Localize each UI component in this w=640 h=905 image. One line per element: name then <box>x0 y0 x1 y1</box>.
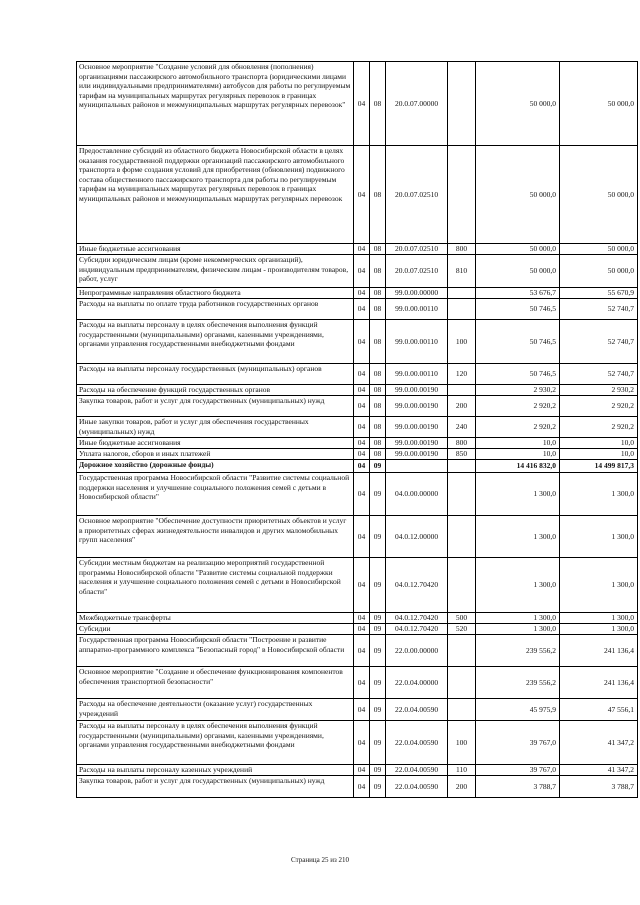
row-sum-year1: 53 676,7 <box>476 288 560 299</box>
row-csr <box>386 460 448 473</box>
row-sum-year2: 1 300,0 <box>560 473 638 516</box>
row-sum-year2: 10,0 <box>560 438 638 449</box>
row-csr: 99.0.00.00110 <box>386 320 448 364</box>
table-row <box>77 460 638 473</box>
row-rz: 04 <box>354 516 370 558</box>
row-sum-year2: 241 136,4 <box>560 635 638 667</box>
row-sum-year1: 39 767,0 <box>476 721 560 765</box>
row-rz: 04 <box>354 449 370 460</box>
row-pr: 08 <box>370 146 386 244</box>
row-vr: 800 <box>448 438 476 449</box>
row-name: Основное мероприятие "Создание условий для обновления (пополнения) организациями пассажирского автомобильного транспорта (юридическими лицами или индивидуальными предпринимателями) автобусов для работы по регулируемым тарифам на муниципальных маршрутах регулярных перевозок в границах муниципальных районов и межмуниципальных маршрутах регулярных перевозок" <box>77 62 354 146</box>
row-sum-year1: 50 000,0 <box>476 244 560 255</box>
row-pr: 09 <box>370 460 386 473</box>
row-name: Расходы на обеспечение деятельности (оказание услуг) государственных учреждений <box>77 699 354 721</box>
row-name: Основное мероприятие "Создание и обеспечение функционирования компонентов обеспечения транспортной безопасности" <box>77 667 354 699</box>
row-sum-year1: 1 300,0 <box>476 473 560 516</box>
budget-table-container <box>76 61 637 798</box>
row-sum-year1: 2 920,2 <box>476 396 560 417</box>
row-csr: 04.0.12.70420 <box>386 613 448 624</box>
row-vr: 120 <box>448 364 476 385</box>
row-name: Закупка товаров, работ и услуг для государственных (муниципальных) нужд <box>77 776 354 798</box>
row-name: Субсидии юридическим лицам (кроме некоммерческих организаций), индивидуальным предпринимателям, физическим лицам - производителям товаров, работ, услуг <box>77 255 354 288</box>
row-name: Субсидии местным бюджетам на реализацию мероприятий государственной программы Новосибирской области "Развитие системы социальной поддержки населения и улучшение социального положения семей с детьми в Новосибирской области" <box>77 558 354 613</box>
row-name: Закупка товаров, работ и услуг для государственных (муниципальных) нужд <box>77 396 354 417</box>
row-csr: 20.0.07.02510 <box>386 255 448 288</box>
row-sum-year1: 14 416 832,0 <box>476 460 560 473</box>
row-rz: 04 <box>354 776 370 798</box>
row-rz: 04 <box>354 385 370 396</box>
row-vr <box>448 558 476 613</box>
row-name: Межбюджетные трансферты <box>77 613 354 624</box>
row-sum-year2: 1 300,0 <box>560 558 638 613</box>
row-csr: 20.0.07.02510 <box>386 146 448 244</box>
row-name: Непрограммные направления областного бюджета <box>77 288 354 299</box>
row-rz: 04 <box>354 460 370 473</box>
row-sum-year2: 50 000,0 <box>560 146 638 244</box>
row-vr: 810 <box>448 255 476 288</box>
row-vr <box>448 635 476 667</box>
row-rz: 04 <box>354 558 370 613</box>
row-rz: 04 <box>354 299 370 320</box>
row-pr: 08 <box>370 396 386 417</box>
table-row <box>77 438 638 449</box>
row-vr: 850 <box>448 449 476 460</box>
row-csr: 22.0.04.00590 <box>386 699 448 721</box>
row-pr: 08 <box>370 438 386 449</box>
table-row <box>77 255 638 288</box>
row-vr: 200 <box>448 396 476 417</box>
row-pr: 08 <box>370 320 386 364</box>
row-pr: 08 <box>370 449 386 460</box>
row-name: Расходы на выплаты персоналу государственных (муниципальных) органов <box>77 364 354 385</box>
row-csr: 99.0.00.00110 <box>386 364 448 385</box>
row-sum-year2: 1 300,0 <box>560 613 638 624</box>
row-pr: 08 <box>370 255 386 288</box>
row-sum-year1: 10,0 <box>476 449 560 460</box>
table-row <box>77 516 638 558</box>
row-sum-year1: 50 000,0 <box>476 62 560 146</box>
row-rz: 04 <box>354 635 370 667</box>
row-csr: 22.0.00.00000 <box>386 635 448 667</box>
row-name: Иные бюджетные ассигнования <box>77 244 354 255</box>
row-pr: 09 <box>370 721 386 765</box>
row-sum-year1: 10,0 <box>476 438 560 449</box>
row-csr: 22.0.04.00590 <box>386 765 448 776</box>
table-row <box>77 776 638 798</box>
row-sum-year2: 3 788,7 <box>560 776 638 798</box>
row-pr: 09 <box>370 776 386 798</box>
row-name: Основное мероприятие "Обеспечение доступности приоритетных объектов и услуг в приоритетных сферах жизнедеятельности инвалидов и других маломобильных групп населения" <box>77 516 354 558</box>
row-sum-year1: 2 920,2 <box>476 417 560 438</box>
table-row <box>77 385 638 396</box>
row-rz: 04 <box>354 244 370 255</box>
row-vr: 110 <box>448 765 476 776</box>
row-vr <box>448 288 476 299</box>
row-csr: 20.0.07.00000 <box>386 62 448 146</box>
row-csr: 04.0.00.00000 <box>386 473 448 516</box>
row-pr: 09 <box>370 624 386 635</box>
row-vr <box>448 699 476 721</box>
row-name: Иные закупки товаров, работ и услуг для обеспечения государственных (муниципальных) нужд <box>77 417 354 438</box>
row-rz: 04 <box>354 765 370 776</box>
table-row <box>77 396 638 417</box>
row-sum-year2: 14 499 817,3 <box>560 460 638 473</box>
row-sum-year2: 241 136,4 <box>560 667 638 699</box>
row-pr: 08 <box>370 417 386 438</box>
row-name: Субсидии <box>77 624 354 635</box>
row-csr: 22.0.04.00590 <box>386 776 448 798</box>
table-row <box>77 473 638 516</box>
row-pr: 08 <box>370 288 386 299</box>
row-sum-year1: 239 556,2 <box>476 667 560 699</box>
row-vr: 100 <box>448 320 476 364</box>
table-row <box>77 299 638 320</box>
row-pr: 08 <box>370 62 386 146</box>
row-sum-year2: 1 300,0 <box>560 516 638 558</box>
row-sum-year2: 2 920,2 <box>560 396 638 417</box>
row-sum-year1: 1 300,0 <box>476 558 560 613</box>
row-sum-year2: 52 740,7 <box>560 320 638 364</box>
row-vr <box>448 473 476 516</box>
row-pr: 09 <box>370 635 386 667</box>
row-vr: 200 <box>448 776 476 798</box>
row-csr: 22.0.04.00000 <box>386 667 448 699</box>
table-row <box>77 635 638 667</box>
row-sum-year1: 50 746,5 <box>476 320 560 364</box>
row-pr: 08 <box>370 299 386 320</box>
table-row <box>77 721 638 765</box>
row-pr: 08 <box>370 364 386 385</box>
row-sum-year1: 39 767,0 <box>476 765 560 776</box>
table-row <box>77 449 638 460</box>
table-row <box>77 667 638 699</box>
row-sum-year1: 239 556,2 <box>476 635 560 667</box>
row-sum-year2: 1 300,0 <box>560 624 638 635</box>
row-csr: 99.0.00.00190 <box>386 417 448 438</box>
row-sum-year1: 2 930,2 <box>476 385 560 396</box>
row-csr: 99.0.00.00190 <box>386 438 448 449</box>
row-rz: 04 <box>354 721 370 765</box>
page-footer: Страница 25 из 210 <box>291 856 349 864</box>
row-csr: 04.0.12.00000 <box>386 516 448 558</box>
row-name: Расходы на выплаты по оплате труда работников государственных органов <box>77 299 354 320</box>
row-sum-year2: 41 347,2 <box>560 721 638 765</box>
row-sum-year2: 50 000,0 <box>560 255 638 288</box>
row-vr: 240 <box>448 417 476 438</box>
row-sum-year1: 1 300,0 <box>476 613 560 624</box>
row-sum-year1: 1 300,0 <box>476 624 560 635</box>
row-sum-year2: 52 740,7 <box>560 364 638 385</box>
row-sum-year2: 50 000,0 <box>560 244 638 255</box>
row-csr: 99.0.00.00190 <box>386 385 448 396</box>
table-row <box>77 244 638 255</box>
row-vr <box>448 516 476 558</box>
row-vr <box>448 299 476 320</box>
row-pr: 09 <box>370 613 386 624</box>
row-rz: 04 <box>354 438 370 449</box>
row-rz: 04 <box>354 473 370 516</box>
row-rz: 04 <box>354 255 370 288</box>
row-pr: 09 <box>370 699 386 721</box>
row-pr: 09 <box>370 473 386 516</box>
row-vr: 520 <box>448 624 476 635</box>
row-pr: 08 <box>370 244 386 255</box>
row-name: Расходы на выплаты персоналу в целях обеспечения выполнения функций государственными (муниципальными) органами, казенными учреждениями, органами управления государственными внебюджетными фондами <box>77 721 354 765</box>
row-sum-year2: 2 930,2 <box>560 385 638 396</box>
row-sum-year1: 50 746,5 <box>476 299 560 320</box>
table-row <box>77 699 638 721</box>
row-rz: 04 <box>354 288 370 299</box>
table-row <box>77 417 638 438</box>
row-csr: 22.0.04.00590 <box>386 721 448 765</box>
row-name: Предоставление субсидий из областного бюджета Новосибирской области в целях оказания государственной поддержки организаций пассажирского автомобильного транспорта в форме создания условий для приобретения (обновления) подвижного состава общественного пассажирского транспорта для работы по регулируемым тарифам на муниципальных маршрутах регулярных перевозок в границах муниципальных районов и межмуниципальных маршрутах регулярных перевозок <box>77 146 354 244</box>
row-sum-year1: 45 975,9 <box>476 699 560 721</box>
row-sum-year2: 47 556,1 <box>560 699 638 721</box>
budget-table-body <box>77 62 638 798</box>
row-vr <box>448 385 476 396</box>
row-sum-year1: 3 788,7 <box>476 776 560 798</box>
row-rz: 04 <box>354 613 370 624</box>
row-name: Расходы на выплаты персоналу в целях обеспечения выполнения функций государственными (муниципальными) органами, казенными учреждениями, органами управления государственными внебюджетными фондами <box>77 320 354 364</box>
row-vr: 500 <box>448 613 476 624</box>
row-name: Государственная программа Новосибирской области "Построение и развитие аппаратно-программного комплекса "Безопасный город" в Новосибирской области <box>77 635 354 667</box>
row-rz: 04 <box>354 667 370 699</box>
row-pr: 09 <box>370 516 386 558</box>
row-sum-year2: 10,0 <box>560 449 638 460</box>
row-csr: 99.0.00.00190 <box>386 449 448 460</box>
row-vr <box>448 62 476 146</box>
row-vr: 800 <box>448 244 476 255</box>
row-sum-year2: 55 670,9 <box>560 288 638 299</box>
row-sum-year2: 2 920,2 <box>560 417 638 438</box>
row-rz: 04 <box>354 624 370 635</box>
table-row <box>77 62 638 146</box>
row-pr: 08 <box>370 385 386 396</box>
table-row <box>77 320 638 364</box>
row-vr <box>448 460 476 473</box>
row-csr: 20.0.07.02510 <box>386 244 448 255</box>
row-sum-year1: 50 000,0 <box>476 146 560 244</box>
row-sum-year2: 52 740,7 <box>560 299 638 320</box>
row-csr: 04.0.12.70420 <box>386 624 448 635</box>
row-vr: 100 <box>448 721 476 765</box>
row-rz: 04 <box>354 320 370 364</box>
row-pr: 09 <box>370 558 386 613</box>
table-row <box>77 288 638 299</box>
row-sum-year1: 50 746,5 <box>476 364 560 385</box>
row-csr: 99.0.00.00110 <box>386 299 448 320</box>
row-csr: 04.0.12.70420 <box>386 558 448 613</box>
row-rz: 04 <box>354 396 370 417</box>
table-row <box>77 624 638 635</box>
table-row <box>77 558 638 613</box>
row-name: Иные бюджетные ассигнования <box>77 438 354 449</box>
row-sum-year2: 41 347,2 <box>560 765 638 776</box>
row-name: Государственная программа Новосибирской области "Развитие системы социальной поддержки населения и улучшение социального положения семей с детьми в Новосибирской области" <box>77 473 354 516</box>
row-vr <box>448 667 476 699</box>
row-pr: 09 <box>370 667 386 699</box>
row-name: Расходы на выплаты персоналу казенных учреждений <box>77 765 354 776</box>
row-rz: 04 <box>354 417 370 438</box>
row-sum-year1: 1 300,0 <box>476 516 560 558</box>
row-rz: 04 <box>354 364 370 385</box>
table-row <box>77 364 638 385</box>
row-rz: 04 <box>354 699 370 721</box>
row-name: Уплата налогов, сборов и иных платежей <box>77 449 354 460</box>
row-sum-year2: 50 000,0 <box>560 62 638 146</box>
row-rz: 04 <box>354 146 370 244</box>
table-row <box>77 613 638 624</box>
row-csr: 99.0.00.00190 <box>386 396 448 417</box>
row-csr: 99.0.00.00000 <box>386 288 448 299</box>
budget-table <box>76 61 638 798</box>
table-row <box>77 146 638 244</box>
row-name: Расходы на обеспечение функций государственных органов <box>77 385 354 396</box>
table-row <box>77 765 638 776</box>
row-vr <box>448 146 476 244</box>
row-pr: 09 <box>370 765 386 776</box>
row-sum-year1: 50 000,0 <box>476 255 560 288</box>
row-rz: 04 <box>354 62 370 146</box>
row-name: Дорожное хозяйство (дорожные фонды) <box>77 460 354 473</box>
